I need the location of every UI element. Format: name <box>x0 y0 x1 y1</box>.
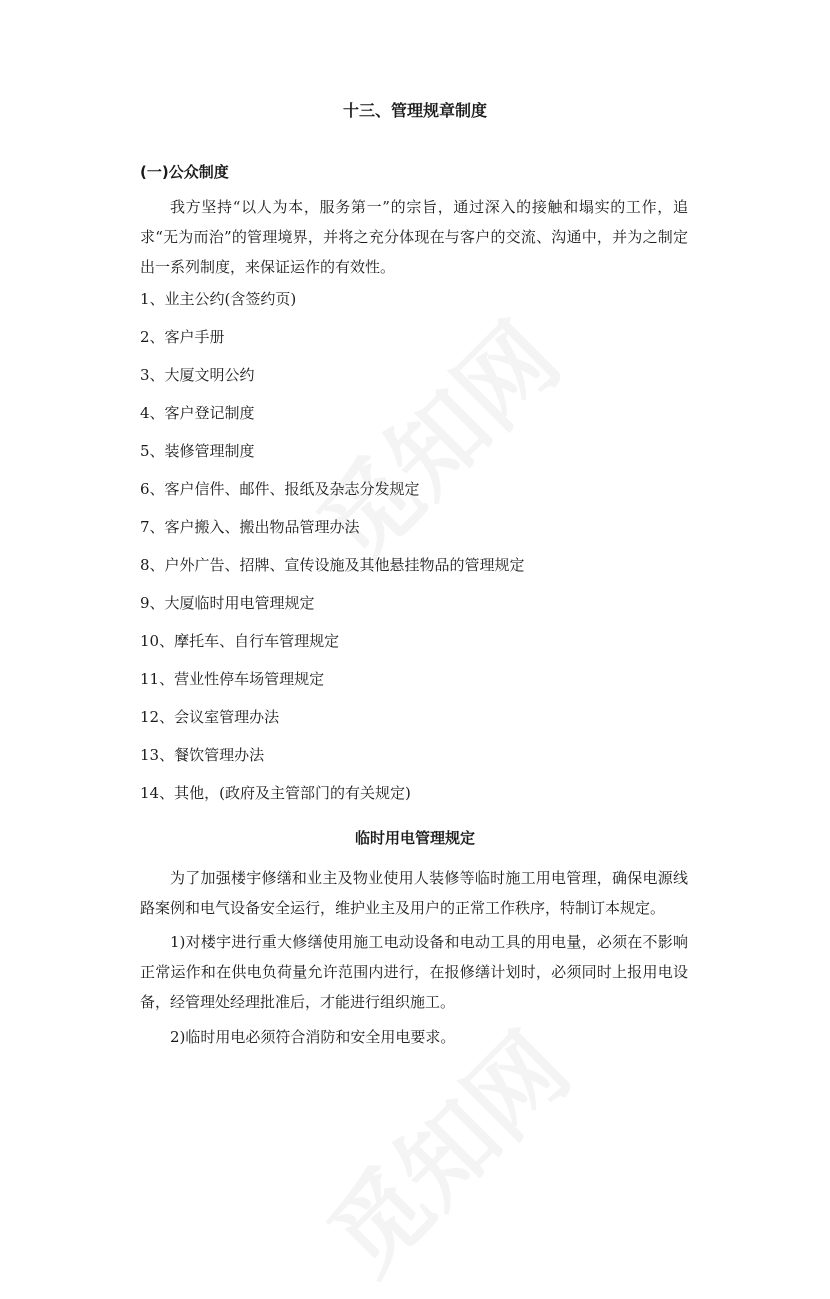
body-paragraph: 2)临时用电必须符合消防和安全用电要求。 <box>170 1028 456 1046</box>
list-item: 6、客户信件、邮件、报纸及杂志分发规定 <box>140 480 420 498</box>
list-item: 5、装修管理制度 <box>140 442 255 460</box>
body-paragraph: 1)对楼宇进行重大修缮使用施工电动设备和电动工具的用电量，必须在不影响正常运作和在供电负荷量允许范围内进行，在报修缮计划时，必须同时上报用电设备，经管理处经理批准后，才能进行组织施工。 <box>140 933 688 1011</box>
list-item: 10、摩托车、自行车管理规定 <box>140 632 340 650</box>
list-item: 8、户外广告、招牌、宣传设施及其他悬挂物品的管理规定 <box>140 556 525 574</box>
list-item: 11、营业性停车场管理规定 <box>140 670 325 688</box>
intro-paragraph: 我方坚持“以人为本，服务第一”的宗旨，通过深入的接触和塌实的工作，追求“无为而治”的管理境界，并将之充分体现在与客户的交流、沟通中，并为之制定出一系列制度，来保证运作的有效性。 <box>140 198 688 276</box>
list-item: 12、会议室管理办法 <box>140 708 280 726</box>
list-item: 4、客户登记制度 <box>140 404 255 422</box>
list-item: 1、业主公约(含签约页) <box>140 290 297 308</box>
list-item: 13、餐饮管理办法 <box>140 746 265 764</box>
subsection-title: 临时用电管理规定 <box>354 829 475 847</box>
list-item: 7、客户搬入、搬出物品管理办法 <box>140 518 360 536</box>
page-title: 十三、管理规章制度 <box>342 101 487 120</box>
list-item: 9、大厦临时用电管理规定 <box>140 594 315 612</box>
section-heading: (一)公众制度 <box>140 163 229 181</box>
list-item: 3、大厦文明公约 <box>140 366 255 384</box>
list-item: 2、客户手册 <box>140 328 225 346</box>
list-item: 14、其他，(政府及主管部门的有关规定) <box>140 784 411 802</box>
body-paragraph: 为了加强楼宇修缮和业主及物业使用人装修等临时施工用电管理，确保电源线路案例和电气设备安全运行，维护业主及用户的正常工作秩序，特制订本规定。 <box>140 869 688 917</box>
regulation-list <box>140 285 525 817</box>
